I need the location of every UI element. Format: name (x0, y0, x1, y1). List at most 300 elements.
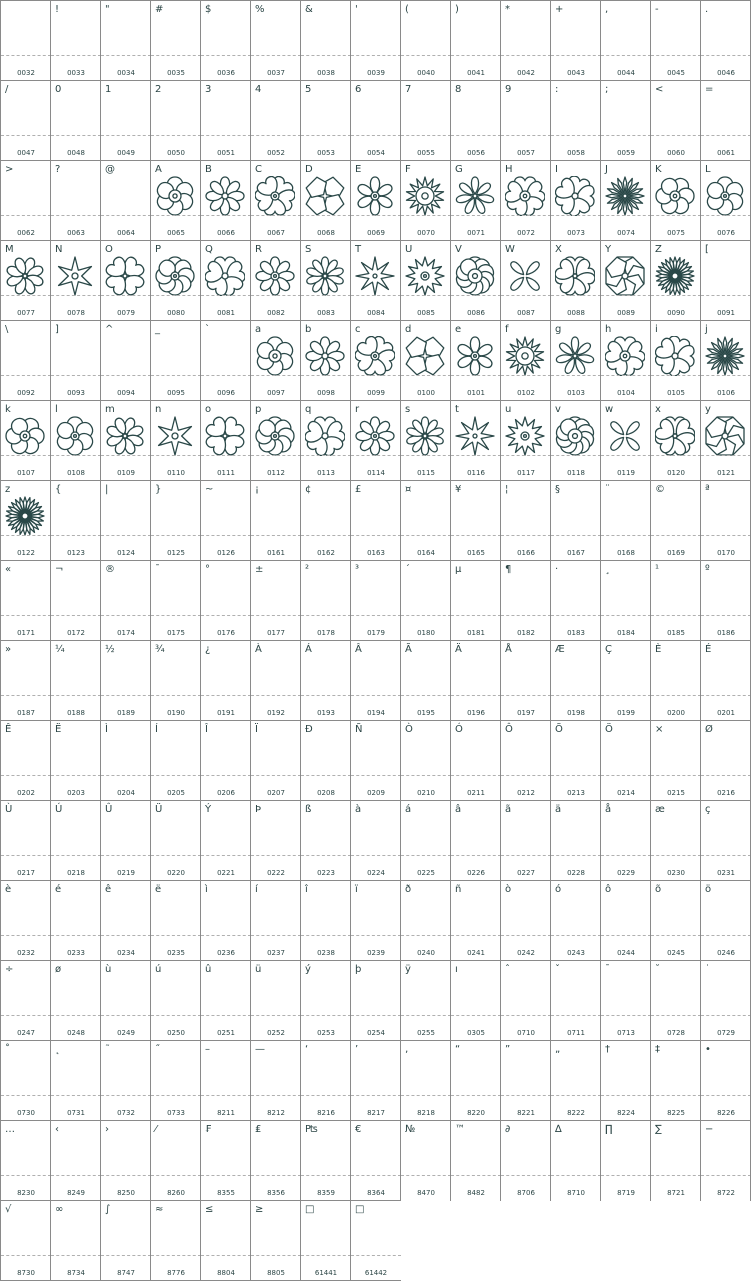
baseline-guide (51, 295, 101, 296)
glyph-character: Ù (5, 804, 13, 815)
glyph-character: Õ (555, 724, 563, 735)
flower-icon (505, 336, 545, 376)
baseline-guide (351, 55, 401, 56)
glyph-cell-0200 (650, 640, 701, 721)
glyph-code: 0098 (317, 389, 335, 397)
glyph-code: 8230 (17, 1189, 35, 1197)
glyph-character: D (305, 164, 313, 175)
glyph-code: 0035 (167, 69, 185, 77)
glyph-code: 8226 (717, 1109, 735, 1117)
baseline-guide (451, 55, 501, 56)
flower-icon (155, 416, 195, 456)
glyph-code: 0214 (617, 789, 635, 797)
glyph-cell-0210 (400, 720, 451, 801)
glyph-code: 0111 (217, 469, 235, 477)
glyph-code: 0056 (467, 149, 485, 157)
flower-icon (555, 416, 595, 456)
glyph-code: 8216 (317, 1109, 335, 1117)
glyph-cell-0206 (200, 720, 251, 801)
baseline-guide (251, 615, 301, 616)
baseline-guide (451, 375, 501, 376)
glyph-cell-0057 (500, 80, 551, 161)
glyph-character: Ð (305, 724, 313, 735)
baseline-guide (551, 775, 601, 776)
glyph-cell-0175 (150, 560, 201, 641)
baseline-guide (451, 615, 501, 616)
glyph-character: O (105, 244, 113, 255)
glyph-code: 0083 (317, 309, 335, 317)
glyph-character: ≤ (205, 1204, 214, 1215)
baseline-guide (201, 775, 251, 776)
glyph-cell-0053 (300, 80, 351, 161)
glyph-code: 0253 (317, 1029, 335, 1037)
glyph-code: 0733 (167, 1109, 185, 1117)
baseline-guide (1, 295, 51, 296)
glyph-character: † (605, 1044, 610, 1055)
glyph-code: 0203 (67, 789, 85, 797)
glyph-code: 0109 (117, 469, 135, 477)
baseline-guide (201, 695, 251, 696)
baseline-guide (601, 935, 651, 936)
glyph-code: 0076 (717, 229, 735, 237)
glyph-cell-0089 (600, 240, 651, 321)
glyph-cell-0065 (150, 160, 201, 241)
glyph-cell-0070 (400, 160, 451, 241)
glyph-character: ° (205, 564, 210, 575)
baseline-guide (101, 1095, 151, 1096)
glyph-cell-0115 (400, 400, 451, 481)
glyph-cell-0196 (450, 640, 501, 721)
glyph-cell-0047 (0, 80, 51, 161)
glyph-character: ∞ (55, 1204, 64, 1215)
glyph-code: 0120 (667, 469, 685, 477)
glyph-code: 0192 (267, 709, 285, 717)
glyph-code: 0728 (667, 1029, 685, 1037)
glyph-code: 0054 (367, 149, 385, 157)
baseline-guide (251, 535, 301, 536)
glyph-cell-0084 (350, 240, 401, 321)
glyph-cell-0215 (650, 720, 701, 801)
flower-icon (655, 336, 695, 376)
glyph-character: ÿ (405, 964, 411, 975)
glyph-character: € (355, 1124, 362, 1135)
glyph-cell-0094 (100, 320, 151, 401)
baseline-guide (451, 135, 501, 136)
glyph-character: Ö (605, 724, 613, 735)
glyph-code: 0057 (517, 149, 535, 157)
glyph-cell-0228 (550, 800, 601, 881)
baseline-guide (451, 535, 501, 536)
glyph-cell-0230 (650, 800, 701, 881)
glyph-code: 0244 (617, 949, 635, 957)
glyph-cell-0122 (0, 480, 51, 561)
glyph-character: } (155, 484, 162, 495)
glyph-code: 8250 (117, 1189, 135, 1197)
glyph-cell-0728 (650, 960, 701, 1041)
glyph-cell-0166 (500, 480, 551, 561)
glyph-cell-0186 (700, 560, 751, 641)
glyph-cell-0119 (600, 400, 651, 481)
baseline-guide (551, 215, 601, 216)
baseline-guide (301, 1175, 351, 1176)
glyph-character: R (255, 244, 262, 255)
glyph-cell-0710 (500, 960, 551, 1041)
glyph-cell-0116 (450, 400, 501, 481)
baseline-guide (501, 855, 551, 856)
baseline-guide (1, 1095, 51, 1096)
baseline-guide (501, 695, 551, 696)
glyph-code: 0061 (717, 149, 735, 157)
baseline-guide (501, 215, 551, 216)
baseline-guide (351, 1255, 401, 1256)
glyph-code: 0075 (667, 229, 685, 237)
glyph-code: 0102 (517, 389, 535, 397)
baseline-guide (201, 455, 251, 456)
glyph-code: 0188 (67, 709, 85, 717)
glyph-code: 8722 (717, 1189, 735, 1197)
baseline-guide (1, 535, 51, 536)
glyph-cell-0052 (250, 80, 301, 161)
glyph-code: 0205 (167, 789, 185, 797)
baseline-guide (51, 1175, 101, 1176)
flower-icon (705, 176, 745, 216)
glyph-code: 0080 (167, 309, 185, 317)
glyph-code: 0234 (117, 949, 135, 957)
flower-icon (355, 336, 395, 376)
flower-icon (355, 256, 395, 296)
glyph-character: ¿ (205, 644, 211, 655)
glyph-cell-0055 (400, 80, 451, 161)
baseline-guide (201, 1175, 251, 1176)
glyph-character: s (405, 404, 411, 415)
baseline-guide (1, 855, 51, 856)
glyph-code: 0106 (717, 389, 735, 397)
flower-icon (205, 176, 245, 216)
glyph-character: ˚ (5, 1044, 10, 1055)
glyph-character: f (505, 324, 509, 335)
glyph-cell-0221 (200, 800, 251, 881)
glyph-character: ä (555, 804, 562, 815)
baseline-guide (251, 775, 301, 776)
glyph-character: Û (105, 804, 113, 815)
glyph-character: Q (205, 244, 213, 255)
baseline-guide (551, 135, 601, 136)
glyph-character: p (255, 404, 262, 415)
glyph-code: 0073 (567, 229, 585, 237)
baseline-guide (51, 55, 101, 56)
glyph-cell-0167 (550, 480, 601, 561)
glyph-cell-0177 (250, 560, 301, 641)
glyph-character: 8 (455, 84, 462, 95)
baseline-guide (301, 535, 351, 536)
baseline-guide (651, 935, 701, 936)
glyph-cell-0098 (300, 320, 351, 401)
baseline-guide (51, 135, 101, 136)
glyph-character: : (555, 84, 559, 95)
glyph-code: 0081 (217, 309, 235, 317)
baseline-guide (101, 1175, 151, 1176)
glyph-code: 0090 (667, 309, 685, 317)
glyph-character: < (655, 84, 664, 95)
glyph-character: ³ (355, 564, 360, 575)
glyph-character: 5 (305, 84, 312, 95)
glyph-code: 0223 (317, 869, 335, 877)
glyph-code: 0175 (167, 629, 185, 637)
baseline-guide (601, 695, 651, 696)
glyph-cell-0227 (500, 800, 551, 881)
glyph-code: 0229 (617, 869, 635, 877)
baseline-guide (401, 615, 451, 616)
glyph-code: 0242 (517, 949, 535, 957)
glyph-code: 0123 (67, 549, 85, 557)
glyph-cell-0219 (100, 800, 151, 881)
glyph-cell-0104 (600, 320, 651, 401)
glyph-character: Æ (555, 644, 565, 655)
glyph-character: ö (705, 884, 712, 895)
baseline-guide (501, 935, 551, 936)
baseline-guide (451, 455, 501, 456)
baseline-guide (251, 1175, 301, 1176)
baseline-guide (601, 455, 651, 456)
baseline-guide (651, 55, 701, 56)
glyph-cell-0234 (100, 880, 151, 961)
glyph-code: 8804 (217, 1269, 235, 1277)
glyph-character: É (705, 644, 712, 655)
glyph-code: 8364 (367, 1189, 385, 1197)
glyph-cell-0201 (700, 640, 751, 721)
flower-icon (655, 176, 695, 216)
glyph-cell-0169 (650, 480, 701, 561)
glyph-character: W (505, 244, 515, 255)
baseline-guide (201, 1095, 251, 1096)
glyph-character: ∆ (555, 1124, 562, 1135)
glyph-cell-0072 (500, 160, 551, 241)
glyph-code: 0189 (117, 709, 135, 717)
glyph-cell-8249 (50, 1120, 101, 1201)
baseline-guide (51, 695, 101, 696)
flower-icon (205, 416, 245, 456)
glyph-character: ( (405, 4, 409, 15)
baseline-guide (551, 55, 601, 56)
glyph-code: 0172 (67, 629, 85, 637)
baseline-guide (101, 935, 151, 936)
glyph-cell-0108 (50, 400, 101, 481)
flower-icon (605, 256, 645, 296)
glyph-cell-0225 (400, 800, 451, 881)
glyph-cell-8719 (600, 1120, 651, 1201)
flower-icon (555, 176, 595, 216)
glyph-character: u (505, 404, 512, 415)
glyph-character: " (105, 4, 110, 15)
glyph-character: L (705, 164, 711, 175)
baseline-guide (201, 375, 251, 376)
baseline-guide (501, 1175, 551, 1176)
baseline-guide (151, 695, 201, 696)
baseline-guide (651, 535, 701, 536)
glyph-character: Á (305, 644, 312, 655)
flower-icon (105, 416, 145, 456)
glyph-code: 0119 (617, 469, 635, 477)
glyph-cell-0042 (500, 0, 551, 81)
baseline-guide (351, 855, 401, 856)
glyph-character: ò (505, 884, 512, 895)
baseline-guide (151, 855, 201, 856)
glyph-cell-0171 (0, 560, 51, 641)
glyph-cell-0241 (450, 880, 501, 961)
glyph-code: 0201 (717, 709, 735, 717)
baseline-guide (351, 1095, 401, 1096)
baseline-guide (101, 215, 151, 216)
glyph-cell-0124 (100, 480, 151, 561)
baseline-guide (101, 455, 151, 456)
glyph-code: 0088 (567, 309, 585, 317)
glyph-code: 0046 (717, 69, 735, 77)
glyph-cell-0730 (0, 1040, 51, 1121)
glyph-cell-0222 (250, 800, 301, 881)
glyph-code: 0163 (367, 549, 385, 557)
baseline-guide (201, 535, 251, 536)
baseline-guide (301, 1255, 351, 1256)
flower-icon (405, 176, 445, 216)
glyph-character: # (155, 4, 164, 15)
glyph-code: 0072 (517, 229, 535, 237)
baseline-guide (151, 135, 201, 136)
glyph-cell-0243 (550, 880, 601, 961)
glyph-character: ¥ (455, 484, 462, 495)
glyph-cell-0184 (600, 560, 651, 641)
glyph-code: 8355 (217, 1189, 235, 1197)
glyph-cell-0229 (600, 800, 651, 881)
glyph-cell-8355 (200, 1120, 251, 1201)
glyph-cell-0207 (250, 720, 301, 801)
baseline-guide (251, 295, 301, 296)
flower-icon (305, 176, 345, 216)
glyph-code: 8359 (317, 1189, 335, 1197)
flower-icon (355, 176, 395, 216)
baseline-guide (151, 215, 201, 216)
glyph-code: 0103 (567, 389, 585, 397)
baseline-guide (151, 295, 201, 296)
glyph-cell-0161 (250, 480, 301, 561)
glyph-code: 0047 (17, 149, 35, 157)
glyph-cell-8706 (500, 1120, 551, 1201)
glyph-character: Ü (155, 804, 163, 815)
flower-icon (105, 256, 145, 296)
baseline-guide (701, 295, 751, 296)
glyph-cell-0183 (550, 560, 601, 641)
glyph-character: ? (55, 164, 61, 175)
glyph-character: Ï (255, 724, 258, 735)
glyph-cell-0199 (600, 640, 651, 721)
glyph-code: 0099 (367, 389, 385, 397)
baseline-guide (251, 135, 301, 136)
glyph-cell-8221 (500, 1040, 551, 1121)
glyph-character: @ (105, 164, 115, 175)
baseline-guide (301, 695, 351, 696)
glyph-cell-0217 (0, 800, 51, 881)
glyph-character: X (555, 244, 562, 255)
glyph-code: 0110 (167, 469, 185, 477)
baseline-guide (51, 1095, 101, 1096)
baseline-guide (51, 615, 101, 616)
glyph-code: 61442 (364, 1269, 388, 1277)
glyph-cell-0044 (600, 0, 651, 81)
flower-icon (55, 416, 95, 456)
flower-icon (255, 256, 295, 296)
baseline-guide (551, 1095, 601, 1096)
glyph-cell-0247 (0, 960, 51, 1041)
glyph-character: B (205, 164, 212, 175)
glyph-cell-0038 (300, 0, 351, 81)
glyph-character: ¨ (605, 484, 610, 495)
glyph-code: 8225 (667, 1109, 685, 1117)
glyph-cell-0233 (50, 880, 101, 961)
glyph-cell-8220 (450, 1040, 501, 1121)
glyph-cell-8364 (350, 1120, 401, 1201)
glyph-cell-0226 (450, 800, 501, 881)
glyph-code: 0710 (517, 1029, 535, 1037)
glyph-code: 0100 (417, 389, 435, 397)
glyph-code: 0167 (567, 549, 585, 557)
glyph-character: b (305, 324, 312, 335)
glyph-character: © (655, 484, 665, 495)
glyph-code: 0221 (217, 869, 235, 877)
baseline-guide (601, 775, 651, 776)
glyph-code: 0038 (317, 69, 335, 77)
glyph-character: ¾ (155, 644, 165, 655)
glyph-code: 0194 (367, 709, 385, 717)
flower-icon (405, 416, 445, 456)
glyph-character: Ô (505, 724, 513, 735)
baseline-guide (1, 135, 51, 136)
baseline-guide (651, 1015, 701, 1016)
baseline-guide (701, 375, 751, 376)
glyph-cell-0249 (100, 960, 151, 1041)
baseline-guide (401, 935, 451, 936)
glyph-character: ¦ (505, 484, 509, 495)
baseline-guide (551, 535, 601, 536)
glyph-code: 0196 (467, 709, 485, 717)
glyph-character: □ (305, 1204, 315, 1215)
glyph-code: 0193 (317, 709, 335, 717)
glyph-character: 1 (105, 84, 112, 95)
glyph-character: ¯ (155, 564, 160, 575)
glyph-code: 0089 (617, 309, 635, 317)
glyph-character: U (405, 244, 413, 255)
glyph-code: 0053 (317, 149, 335, 157)
glyph-code: 0236 (217, 949, 235, 957)
baseline-guide (201, 135, 251, 136)
glyph-character: À (255, 644, 262, 655)
baseline-guide (401, 375, 451, 376)
glyph-cell-0100 (400, 320, 451, 401)
glyph-code: 8805 (267, 1269, 285, 1277)
baseline-guide (401, 775, 451, 776)
glyph-cell-0191 (200, 640, 251, 721)
glyph-code: 8212 (267, 1109, 285, 1117)
flower-icon (605, 416, 645, 456)
glyph-code: 0248 (67, 1029, 85, 1037)
glyph-character: A (155, 164, 162, 175)
glyph-character: Å (505, 644, 512, 655)
glyph-code: 0074 (617, 229, 635, 237)
glyph-character: C (255, 164, 262, 175)
glyph-cell-0074 (600, 160, 651, 241)
flower-icon (255, 336, 295, 376)
glyph-cell-8804 (200, 1200, 251, 1281)
baseline-guide (201, 855, 251, 856)
glyph-cell-0117 (500, 400, 551, 481)
